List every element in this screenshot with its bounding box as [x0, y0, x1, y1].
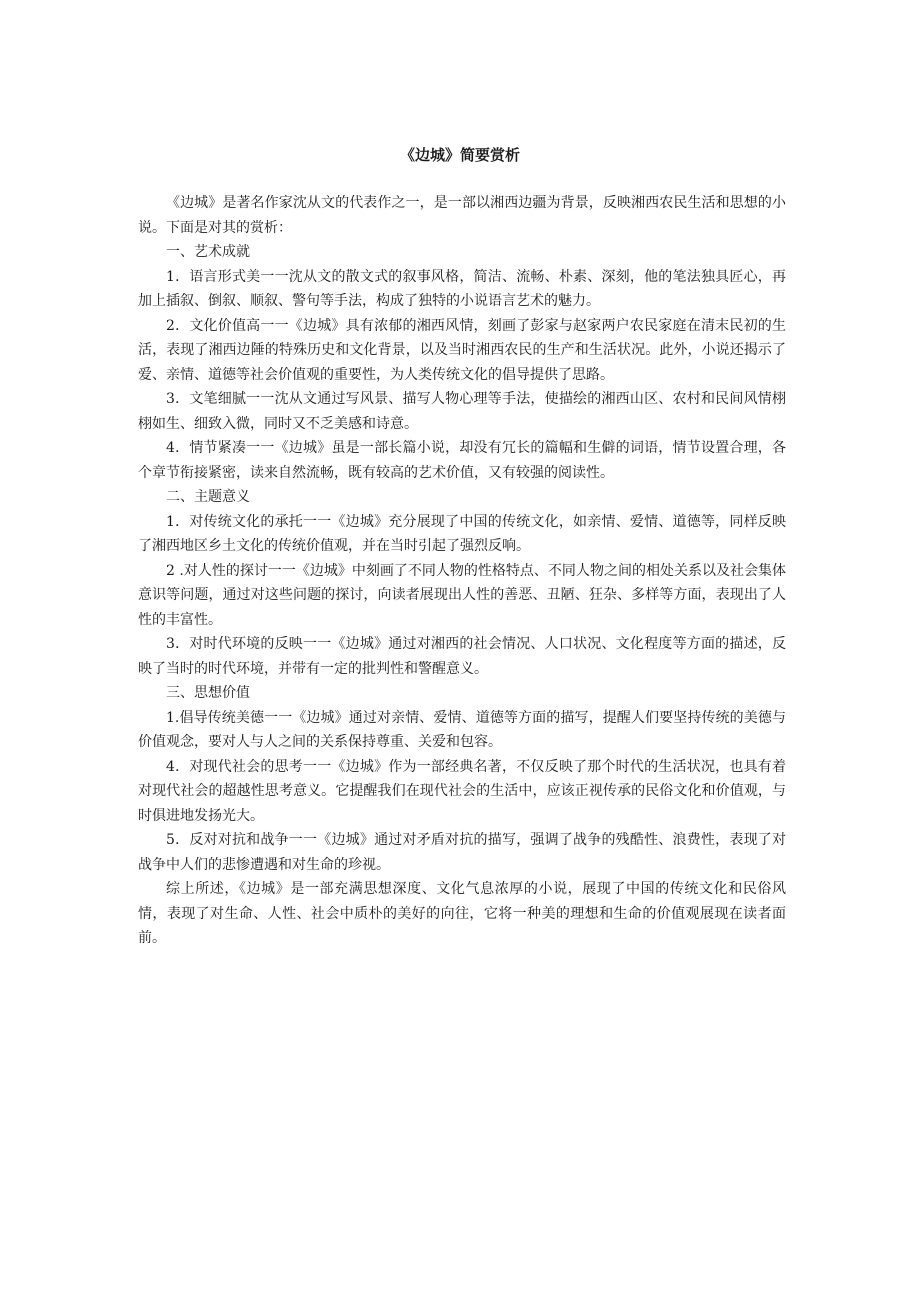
intro-paragraph: 《边城》是著名作家沈从文的代表作之一，是一部以湘西边疆为背景，反映湘西农民生活和思想的小说。下面是对其的赏析： — [138, 195, 786, 236]
art-point-2: 2．文化价值高一一《边城》具有浓郁的湘西风情，刻画了彭家与赵家两户农民家庭在清末民初的生活，表现了湘西边陲的特殊历史和文化背景，以及当时湘西农民的生产和生活状况。此外，小说还揭示了爱、亲情、道德等社会价值观的重要性，为人类传统文化的倡导提供了思路。 — [138, 317, 786, 383]
thought-point-5: 5．反对对抗和战争一一《边城》通过对矛盾对抗的描写，强调了战争的残酷性、浪费性，表现了对战争中人们的悲惨遭遇和对生命的珍视。 — [138, 832, 786, 873]
theme-point-2: 2 .对人性的探讨一一《边城》中刻画了不同人物的性格特点、不同人物之间的相处关系以及社会集体意识等问题，通过对这些问题的探讨，向读者展现出人性的善恶、丑陋、狂杂、多样等方面，表现出了人性的丰富性。 — [138, 562, 786, 628]
document-body — [138, 191, 786, 951]
art-point-1: 1．语言形式美一一沈从文的散文式的叙事风格，简洁、流畅、朴素、深刻，他的笔法独具匠心，再加上插叙、倒叙、顺叙、警句等手法，构成了独特的小说语言艺术的魅力。 — [138, 268, 786, 309]
thought-point-1: 1.倡导传统美德一一《边城》通过对亲情、爱情、道德等方面的描写，提醒人们要坚持传统的美德与价值观念，要对人与人之间的关系保持尊重、关爱和包容。 — [138, 709, 786, 750]
art-point-4: 4．情节紧凑一一《边城》虽是一部长篇小说，却没有冗长的篇幅和生僻的词语，情节设置合理，各个章节衔接紧密，读来自然流畅，既有较高的艺术价值，又有较强的阅读性。 — [138, 440, 786, 481]
document-title: 《边城》简要赏析 — [399, 146, 520, 164]
conclusion-paragraph: 综上所述，《边城》是一部充满思想深度、文化气息浓厚的小说，展现了中国的传统文化和民俗风情，表现了对生命、人性、社会中质朴的美好的向往，它将一种美的理想和生命的价值观展现在读者面前。 — [138, 881, 786, 946]
section-heading-theme: 二、主题意义 — [166, 489, 250, 505]
section-heading-thought: 三、思想价值 — [166, 685, 250, 701]
thought-point-4: 4．对现代社会的思考一一《边城》作为一部经典名著，不仅反映了那个时代的生活状况，也具有着对现代社会的超越性思考意义。它提醒我们在现代社会的生活中，应该正视传承的民俗文化和价值观，与时俱进地发扬光大。 — [138, 758, 786, 824]
section-heading-art: 一、艺术成就 — [166, 244, 250, 260]
theme-point-1: 1．对传统文化的承托一一《边城》充分展现了中国的传统文化，如亲情、爱情、道德等，同样反映了湘西地区乡土文化的传统价值观，并在当时引起了强烈反响。 — [138, 513, 786, 554]
theme-point-3: 3．对时代环境的反映一一《边城》通过对湘西的社会情况、人口状况、文化程度等方面的描述，反映了当时的时代环境，并带有一定的批判性和警醒意义。 — [138, 636, 786, 677]
art-point-3: 3．文笔细腻一一沈从文通过写风景、描写人物心理等手法，使描绘的湘西山区、农村和民间风情栩栩如生、细致入微，同时又不乏美感和诗意。 — [138, 391, 786, 432]
